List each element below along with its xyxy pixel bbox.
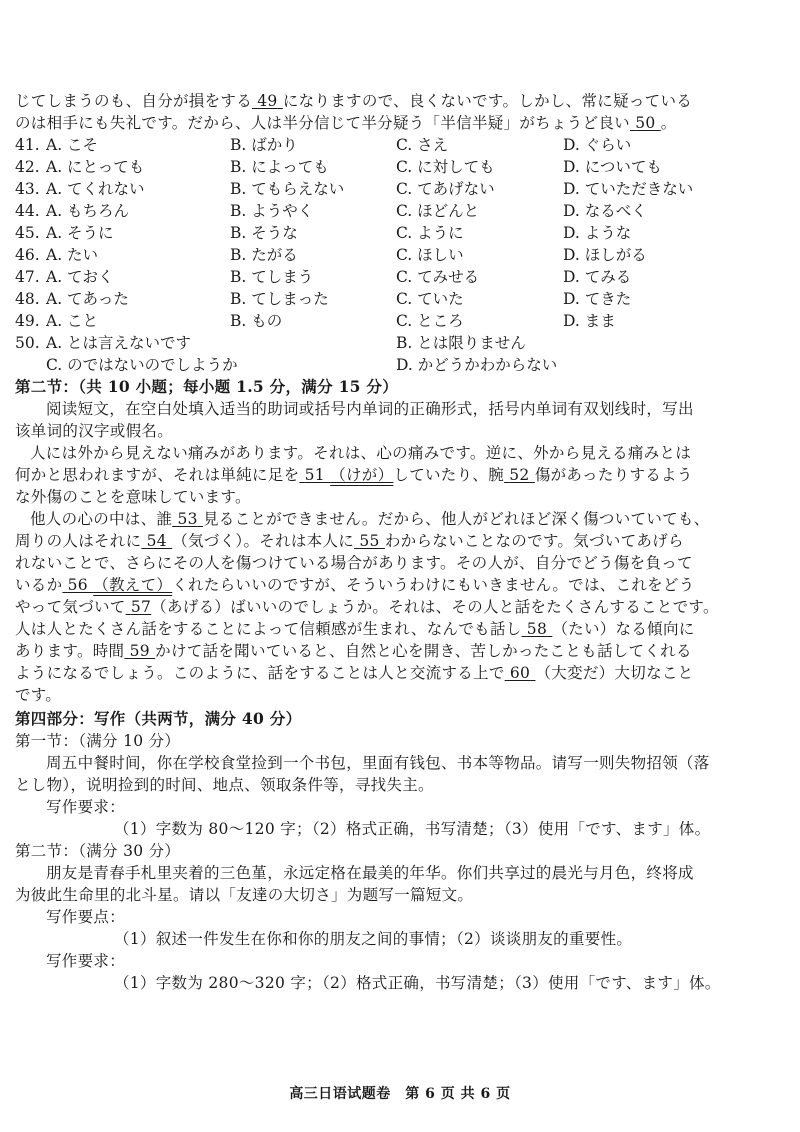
question-number: 43.	[15, 180, 40, 198]
prompt-line: 周五中餐时间，你在学校食堂捡到一个书包，里面有钱包、书本等物品。请写一则失物招领（落	[46, 754, 710, 772]
question-number: 47.	[15, 268, 40, 286]
option-d: D. まま	[563, 312, 616, 330]
option-b: B. ようやく	[230, 202, 314, 220]
passage-line: 人には外から見えない痛みがあります。それは、心の痛みです。逆に、外から見える痛みとは	[30, 444, 692, 462]
text: 人は人とたくさん話をすることによって信頼感が生まれ、なんでも話し	[15, 620, 522, 638]
blank-55	[354, 532, 385, 550]
word-hint: （気づく）	[172, 532, 244, 550]
section-heading: 第二节：（满分 30 分）	[15, 842, 181, 860]
text: ばいいのでしょうか。それは、その人と話をたくさんすることです。	[230, 598, 719, 616]
option-d: D. かどうかわからない	[396, 356, 558, 374]
option-a: A. こと	[46, 312, 99, 330]
option-d: D. てみる	[563, 268, 632, 286]
option-d: D. ぐらい	[563, 136, 632, 154]
option-b: B. てしまった	[230, 290, 329, 308]
passage-line	[15, 464, 693, 486]
option-d: D. なるべく	[563, 202, 647, 220]
option-a: A. ておく	[46, 268, 114, 286]
question-number: 44.	[15, 202, 40, 220]
text: 。それは本人に	[243, 532, 355, 550]
blank-53	[172, 510, 203, 528]
blank-56	[62, 576, 93, 594]
section-heading: 第一节：（满分 10 分）	[15, 732, 181, 750]
blank-number: 58	[526, 620, 548, 638]
blank-number: 52	[509, 466, 530, 484]
text: じてしまうのも、自分が損をする	[15, 92, 253, 110]
blank-58	[522, 620, 553, 638]
text: かけて話を聞いていると、自然と心を開き、苦しかったことも話してくれる	[155, 642, 692, 660]
passage-line: な外傷のことを意味しています。	[15, 488, 251, 506]
passage-line	[15, 574, 695, 596]
option-c: C. さえ	[396, 136, 449, 154]
blank-59	[124, 642, 155, 660]
word-hint: （大変だ）	[535, 664, 615, 682]
text: 大切なこと	[614, 664, 694, 682]
text: 。	[660, 114, 677, 132]
option-a: A. てくれない	[46, 180, 145, 198]
text: いるか	[15, 576, 63, 594]
option-b: B. てしまう	[230, 268, 314, 286]
prompt-line: 为彼此生命里的北斗星。请以「友達の大切さ」为题写一篇短文。	[15, 886, 474, 904]
question-number: 45.	[15, 224, 40, 242]
text: になりますので、良くないです。しかし、常に疑っている	[282, 92, 693, 110]
option-b: B. ばかり	[230, 136, 298, 154]
instruction-line: 该单词的汉字或假名。	[15, 422, 174, 440]
text: 他人の心の中は、誰	[30, 510, 173, 528]
option-a: A. たい	[46, 246, 99, 264]
option-b: B. そうな	[230, 224, 298, 242]
word-hint: （けが）	[330, 466, 394, 484]
option-a: A. てあった	[46, 290, 129, 308]
option-c: C. のではないのでしようか	[46, 356, 238, 374]
passage-line: れないことで、さらにその人を傷つけている場合があります。その人が、自分でどう傷を負って	[15, 554, 693, 572]
option-c: C. てみせる	[396, 268, 480, 286]
blank-number: 60	[509, 664, 531, 682]
option-c: C. ていた	[396, 290, 464, 308]
passage-line	[15, 640, 692, 662]
blank-49	[252, 92, 283, 110]
passage-line	[15, 530, 684, 552]
text: あります。時間	[15, 642, 125, 660]
option-c: C. ところ	[396, 312, 464, 330]
blank-50	[630, 114, 661, 132]
text: のは相手にも失礼です。だから、人は半分信じて半分疑う「半信半疑」がちょうど良い	[15, 114, 630, 132]
option-a: A. もちろん	[46, 202, 130, 220]
text: 何かと思われますが、それは単純に足を	[15, 466, 300, 484]
requirements-title: 写作要求：	[46, 798, 126, 816]
points-text: （1）叙述一件发生在你和你的朋友之间的事情；（2）谈谈朋友的重要性。	[114, 930, 633, 948]
option-c: C. ように	[396, 224, 464, 242]
instruction-line: 阅读短文，在空白处填入适当的助词或括号内单词的正确形式，括号内单词有双划线时，写出	[46, 400, 694, 418]
question-number: 46.	[15, 246, 40, 264]
option-c: C. てあげない	[396, 180, 495, 198]
blank-51	[299, 466, 330, 484]
text: なる傾向に	[615, 620, 695, 638]
option-a: A. そうに	[46, 224, 114, 242]
question-number: 49.	[15, 312, 40, 330]
question-number: 42.	[15, 158, 40, 176]
blank-number: 57	[130, 598, 152, 616]
requirements-title: 写作要求：	[46, 952, 126, 970]
part-heading: 第四部分：写作（共两节，满分 40 分）	[15, 709, 302, 728]
question-number: 50.	[15, 334, 40, 352]
text: くれたらいいのですが、そういうわけにもいきません。では、これをどう	[172, 576, 695, 594]
option-a: A. とは言えないです	[46, 334, 192, 352]
blank-number: 49	[257, 92, 278, 110]
option-c: C. に対しても	[396, 158, 495, 176]
prompt-line: 朋友是青春手札里夹着的三色堇，永远定格在最美的年华。你们共享过的晨光与月色，终将成	[46, 864, 694, 882]
option-d: D. ような	[563, 224, 632, 242]
option-b: B. によっても	[230, 158, 329, 176]
passage-line	[15, 90, 692, 112]
option-d: D. ほしがる	[563, 246, 647, 264]
option-d: D. についても	[563, 158, 662, 176]
passage-line	[15, 662, 693, 684]
blank-number: 55	[359, 532, 380, 550]
blank-57	[126, 598, 152, 616]
blank-number: 53	[177, 510, 198, 528]
text: わからないことなのです。気づいてあげら	[384, 532, 684, 550]
text: していたり、腕	[393, 466, 505, 484]
blank-number: 50	[635, 114, 656, 132]
text: ようになるでしょう。このように、話をすることは人と交流する上で	[15, 664, 505, 682]
option-b: B. たがる	[230, 246, 298, 264]
blank-60	[505, 664, 536, 682]
option-d: D. てきた	[563, 290, 632, 308]
passage-line	[15, 112, 677, 134]
blank-52	[504, 466, 535, 484]
option-b: B. てもらえない	[230, 180, 345, 198]
question-number: 41.	[15, 136, 40, 154]
blank-54	[141, 532, 172, 550]
text: やって気づいて	[15, 598, 126, 616]
passage-line	[15, 596, 719, 618]
points-title: 写作要点：	[46, 908, 126, 926]
requirements-text: （1）字数为 280～320 字；（2）格式正确，书写清楚；（3）使用「です、ます」体。	[114, 974, 721, 992]
word-hint: （あげる）	[151, 598, 231, 616]
text: 傷があったりするよう	[534, 466, 693, 484]
blank-number: 54	[146, 532, 167, 550]
word-hint: （教えて）	[93, 576, 173, 594]
blank-number: 51	[304, 466, 325, 484]
option-c: C. ほしい	[396, 246, 464, 264]
passage-line: です。	[15, 686, 62, 704]
requirements-text: （1）字数为 80～120 字；（2）格式正确，书写清楚；（3）使用「です、ます」体。	[114, 820, 711, 838]
text: 周りの人はそれに	[15, 532, 142, 550]
blank-number: 59	[129, 642, 150, 660]
option-b: B. とは限りません	[396, 334, 526, 352]
option-c: C. ほどんと	[396, 202, 480, 220]
page-footer: 高三日语试题卷 第 6 页 共 6 页	[289, 1086, 511, 1102]
option-d: D. ていただきない	[563, 180, 694, 198]
prompt-line: とし物），说明捡到的时间、地点、领取条件等，寻找失主。	[15, 776, 434, 794]
blank-number: 56	[67, 576, 88, 594]
passage-line	[30, 508, 710, 530]
word-hint: （たい）	[552, 620, 616, 638]
option-b: B. もの	[230, 312, 283, 330]
passage-line	[15, 618, 695, 640]
option-a: A. にとっても	[46, 158, 145, 176]
section-heading: 第二节：（共 10 小题；每小题 1.5 分，满分 15 分）	[15, 377, 399, 396]
text: 見ることができません。だから、他人がどれほど深く傷ついていても、	[203, 510, 710, 528]
option-a: A. こそ	[46, 136, 99, 154]
question-number: 48.	[15, 290, 40, 308]
